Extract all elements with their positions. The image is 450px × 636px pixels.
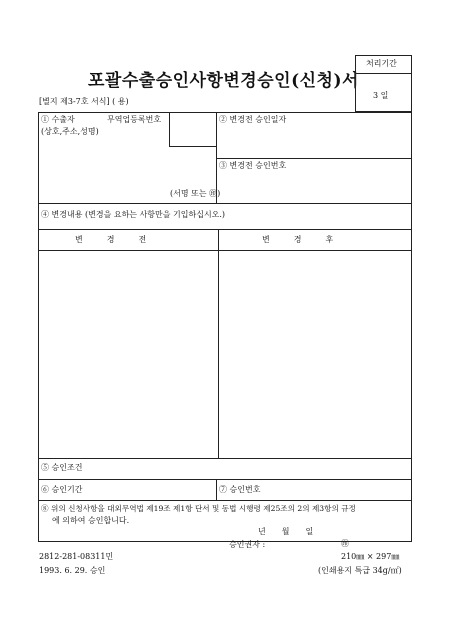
trade-reg-no-label: 무역업등록번호 [107, 115, 162, 124]
approval-no-label: ⑦ 승인번호 [219, 485, 261, 494]
approval-conditions-label: ⑤ 승인조건 [41, 463, 83, 472]
signature-note: (서명 또는 ㊞) [170, 189, 221, 198]
prev-approval-no-label: ③ 변경전 승인번호 [219, 161, 287, 170]
after-change-header: 변 경 후 [262, 235, 334, 244]
approval-period-label: ⑥ 승인기간 [41, 485, 83, 494]
processing-period-label: 처리기간 [366, 59, 397, 68]
processing-period-value: 3 일 [373, 91, 389, 100]
seal-mark: ㊞ [341, 539, 349, 548]
paper-type: (인쇄용지 특급 34g/㎡) [318, 566, 402, 575]
before-change-header: 변 경 전 [75, 235, 147, 244]
form-number: [별지 제3-7호 서식] ( 용) [39, 97, 129, 106]
date-line: 년 월 일 [258, 527, 314, 536]
approval-date-note: 1993. 6. 29. 승인 [39, 566, 106, 575]
form-code: 2812-281-08311민 [39, 552, 114, 561]
paper-size: 210㎜ × 297㎜ [341, 552, 400, 561]
after-change-field[interactable] [221, 252, 410, 456]
statement-line-2: 에 의하여 승인합니다. [52, 516, 130, 525]
before-change-field[interactable] [40, 252, 216, 456]
statement-line-1: ⑧ 위의 신청사항을 대외무역법 제19조 제1항 단서 및 동법 시행령 제25조의 2의 제3항의 규정 [41, 504, 356, 513]
exporter-sub-label: (상호,주소,성명) [41, 127, 99, 136]
prev-approval-date-label: ② 변경전 승인일자 [219, 115, 287, 124]
change-details-label: ④ 변경내용 (변경을 요하는 사항만을 기입하십시오.) [41, 210, 226, 219]
exporter-label: ① 수출자 [41, 115, 75, 124]
approver-label: 승인권자 : [229, 540, 266, 549]
form-title: 포괄수출승인사항변경승인(신청)서 [88, 71, 359, 91]
